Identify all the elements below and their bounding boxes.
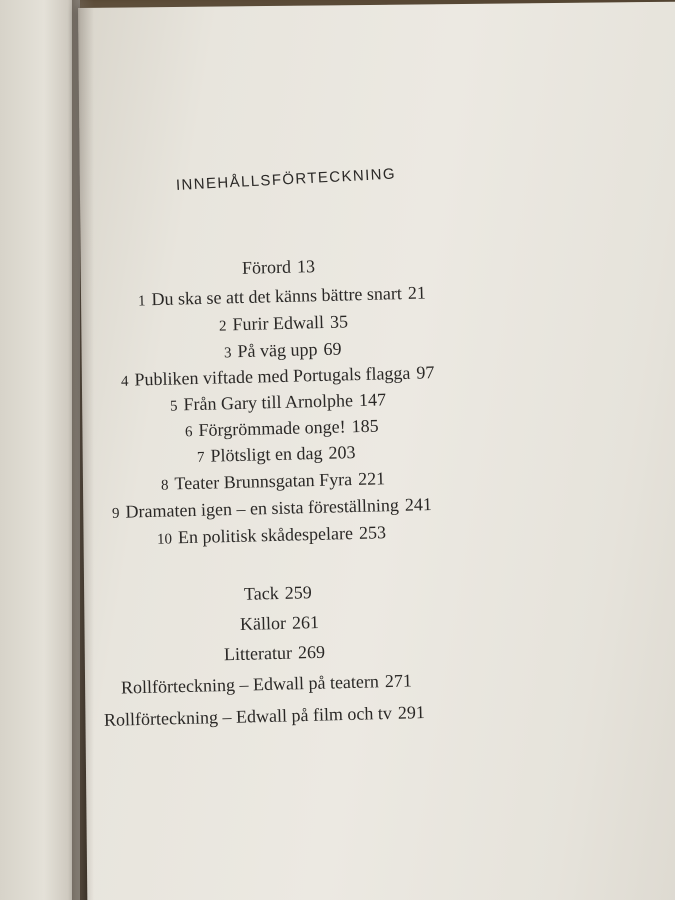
toc-entry-acknowledgements <box>244 582 312 605</box>
toc-entry-chapter-9 <box>112 494 432 523</box>
entry-page: 35 <box>329 311 349 332</box>
chapter-number: 10 <box>156 531 173 548</box>
chapter-number: 1 <box>137 293 146 310</box>
entry-title: Publiken viftade med Portugals flagga <box>134 362 411 390</box>
entry-title: Furir Edwall <box>232 312 325 335</box>
entry-page: 69 <box>323 338 342 360</box>
entry-title: Tack <box>243 582 279 604</box>
entry-page: 21 <box>407 282 427 303</box>
toc-entry-chapter-5 <box>170 389 386 415</box>
entry-title: En politisk skådespelare <box>177 523 354 548</box>
toc-entry-roles-theatre <box>121 670 412 698</box>
chapter-number: 7 <box>196 449 205 466</box>
entry-page: 185 <box>351 415 379 437</box>
entry-title: Du ska se att det känns bättre snart <box>151 283 403 310</box>
toc-entry-chapter-8 <box>161 468 386 494</box>
entry-page: 203 <box>328 442 356 463</box>
chapter-number: 8 <box>160 477 169 494</box>
entry-page: 147 <box>358 389 387 411</box>
entry-page: 253 <box>358 522 387 543</box>
entry-page: 259 <box>284 582 312 603</box>
chapter-number: 3 <box>223 345 232 362</box>
entry-title: Dramaten igen – en sista föreställning <box>125 494 400 522</box>
toc-entry-chapter-10 <box>157 522 386 549</box>
toc-entry-chapter-4 <box>121 362 435 391</box>
chapter-number: 4 <box>120 373 129 390</box>
chapter-number: 6 <box>184 424 193 441</box>
chapter-number: 9 <box>111 505 120 522</box>
chapter-number: 5 <box>169 398 178 415</box>
entry-page: 269 <box>297 641 326 663</box>
toc-entry-chapter-3 <box>224 339 342 363</box>
entry-title: Rollförteckning – Edwall på teatern <box>120 671 380 698</box>
entry-title: På väg upp <box>237 339 318 362</box>
entry-page: 221 <box>357 468 386 489</box>
entry-page: 271 <box>384 670 413 692</box>
entry-page: 13 <box>296 256 316 277</box>
entry-title: Litteratur <box>223 642 293 665</box>
entry-page: 97 <box>416 362 435 383</box>
entry-title: Förgrömmade onge! <box>198 416 346 441</box>
toc-entry-literature <box>224 642 325 665</box>
toc-entry-chapter-6 <box>185 416 379 442</box>
toc-entry-roles-film-tv <box>104 702 425 731</box>
entry-page: 261 <box>291 612 320 633</box>
entry-title: Rollförteckning – Edwall på film och tv <box>103 702 393 730</box>
toc-entry-chapter-1 <box>138 282 426 310</box>
toc-entry-sources <box>240 612 319 635</box>
toc-entry-chapter-2 <box>219 311 348 335</box>
toc-entry-foreword <box>242 256 315 279</box>
chapter-number: 2 <box>218 318 227 335</box>
entry-page: 241 <box>404 494 433 515</box>
entry-page: 291 <box>397 702 426 723</box>
entry-title: Plötsligt en dag <box>210 442 323 466</box>
toc-entry-chapter-7 <box>197 442 356 467</box>
entry-title: Teater Brunnsgatan Fyra <box>174 469 353 494</box>
toc-heading: INNEHÅLLSFÖRTECKNING <box>175 165 397 194</box>
entry-title: Från Gary till Arnolphe <box>183 390 354 415</box>
entry-title: Förord <box>241 256 292 278</box>
entry-title: Källor <box>239 612 287 634</box>
